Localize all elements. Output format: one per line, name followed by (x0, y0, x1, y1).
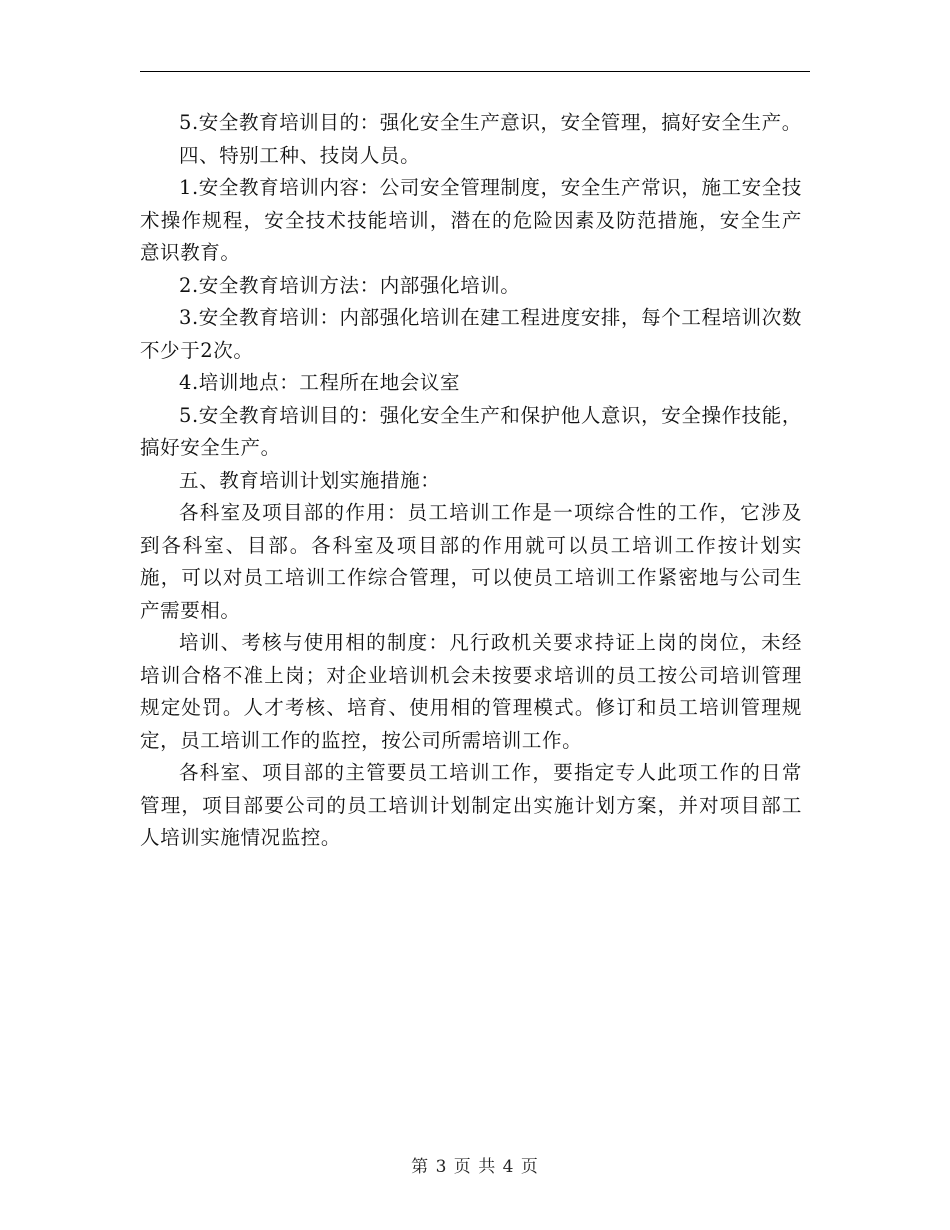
header-rule (140, 71, 810, 72)
paragraph: 2.安全教育培训方法：内部强化培训。 (179, 273, 521, 297)
section-heading: 五、教育培训计划实施措施： (179, 468, 441, 492)
paragraph: 5.安全教育培训目的：强化安全生产意识，安全管理，搞好安全生产。 (179, 111, 802, 134)
paragraph: 5.安全教育培训目的：强化安全生产和保护他人意识，安全操作技能，搞好安全生产。 (140, 403, 802, 459)
document-body (140, 107, 802, 855)
paragraph: 1.安全教育培训内容：公司安全管理制度，安全生产常识，施工安全技术操作规程，安全技术技能培训，潜在的危险因素及防范措施，安全生产意识教育。 (140, 176, 802, 264)
paragraph: 培训、考核与使用相的制度：凡行政机关要求持证上岗的岗位，未经培训合格不准上岗；对企业培训机会未按要求培训的员工按公司培训管理规定处罚。人才考核、培育、使用相的管理模式。修订和员工培训管理规定，员工培训工作的监控，按公司所需培训工作。 (140, 631, 802, 752)
page-number-footer: 第 3 页 共 4 页 (411, 1157, 539, 1177)
paragraph: 各科室及项目部的作用：员工培训工作是一项综合性的工作，它涉及到各科室、目部。各科室及项目部的作用就可以员工培训工作按计划实施，可以对员工培训工作综合管理，可以使员工培训工作紧密地与公司生产需要相。 (140, 501, 802, 622)
paragraph: 3.安全教育培训：内部强化培训在建工程进度安排，每个工程培训次数不少于2次。 (140, 306, 802, 362)
section-heading: 四、特别工种、技岗人员。 (179, 143, 421, 167)
paragraph: 4.培训地点：工程所在地会议室 (179, 371, 461, 394)
paragraph: 各科室、项目部的主管要员工培训工作，要指定专人此项工作的日常管理，项目部要公司的员工培训计划制定出实施计划方案，并对项目部工人培训实施情况监控。 (140, 761, 802, 849)
